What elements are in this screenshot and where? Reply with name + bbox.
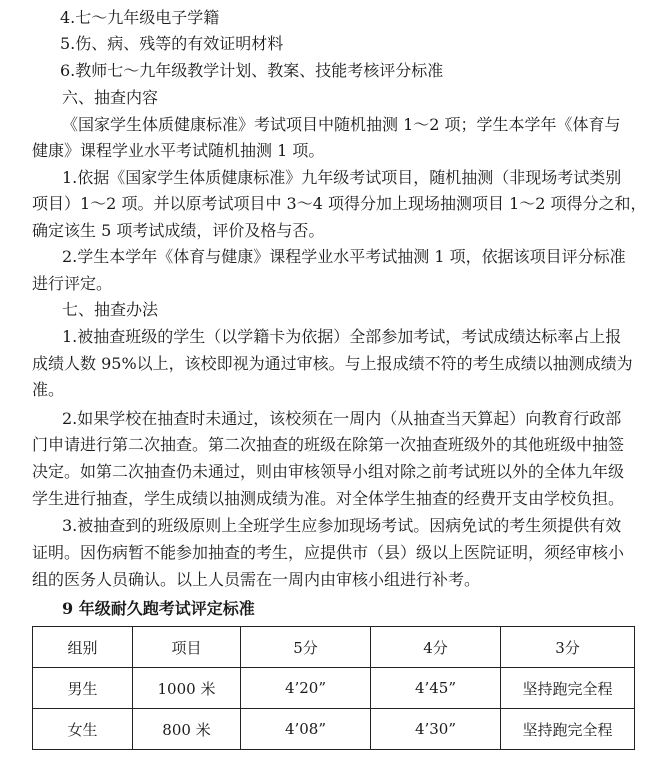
- text-line: 6.教师七～九年级教学计划、教案、技能考核评分标准: [60, 61, 444, 80]
- table-cell: 坚持跑完全程: [501, 668, 635, 709]
- section-heading: 七、抽查办法: [62, 300, 159, 319]
- text-line: 证明。因伤病暂不能参加抽查的考生，应提供市（县）级以上医院证明，须经审核小: [32, 543, 625, 562]
- header-cell: 3分: [501, 627, 635, 668]
- table-cell: 坚持跑完全程: [501, 709, 635, 750]
- table-title: 9 年级耐久跑考试评定标准: [62, 599, 255, 618]
- table-row: [33, 709, 635, 750]
- text-line: 3.被抽查到的班级原则上全班学生应参加现场考试。因病免试的考生须提供有效: [62, 516, 622, 535]
- text-line: 确定该生 5 项考试成绩，评价及格与否。: [32, 221, 325, 240]
- table-row: [33, 668, 635, 709]
- text-line: 决定。如第二次抽查仍未通过，则由审核领导小组对除之前考试班以外的全体九年级: [32, 462, 625, 481]
- table-cell: 4’08”: [241, 709, 371, 750]
- text-line: 1.依据《国家学生体质健康标准》九年级考试项目，随机抽测（非现场考试类别: [62, 168, 622, 187]
- text-line: 健康》课程学业水平考试随机抽测 1 项。: [32, 141, 325, 160]
- header-cell: 项目: [133, 627, 241, 668]
- header-cell: 组别: [33, 627, 133, 668]
- table-cell: 4’20”: [241, 668, 371, 709]
- table-cell: 800 米: [133, 709, 241, 750]
- score-table: [32, 626, 635, 750]
- header-cell: 4分: [371, 627, 501, 668]
- table-cell: 4’30”: [371, 709, 501, 750]
- table-cell: 女生: [33, 709, 133, 750]
- text-line: 2.学生本学年《体育与健康》课程学业水平考试抽测 1 项，依据该项目评分标准: [62, 247, 626, 266]
- table-cell: 男生: [33, 668, 133, 709]
- text-line: 5.伤、病、残等的有效证明材料: [60, 34, 284, 53]
- text-line: 门申请进行第二次抽查。第二次抽查的班级在除第一次抽查班级外的其他班级中抽签: [32, 435, 625, 454]
- text-line: 成绩人数 95%以上，该校即视为通过审核。与上报成绩不符的考生成绩以抽测成绩为: [32, 354, 633, 373]
- text-line: 进行评定。: [32, 274, 113, 293]
- text-line: 《国家学生体质健康标准》考试项目中随机抽测 1～2 项；学生本学年《体育与: [62, 115, 621, 134]
- text-line: 准。: [32, 380, 65, 399]
- table-header-row: [33, 627, 635, 668]
- text-line: 项目）1～2 项。并以原考试项目中 3～4 项得分加上现场抽测项目 1～2 项得分之和，: [32, 194, 647, 213]
- text-line: 4.七～九年级电子学籍: [60, 8, 220, 27]
- text-line: 学生进行抽查，学生成绩以抽测成绩为准。对全体学生抽查的经费开支由学校负担。: [32, 489, 625, 508]
- text-line: 2.如果学校在抽查时未通过，该校须在一周内（从抽查当天算起）向教育行政部: [62, 409, 622, 428]
- header-cell: 5分: [241, 627, 371, 668]
- table-cell: 1000 米: [133, 668, 241, 709]
- table-cell: 4’45”: [371, 668, 501, 709]
- text-line: 组的医务人员确认。以上人员需在一周内由审核小组进行补考。: [32, 570, 481, 589]
- text-line: 1.被抽查班级的学生（以学籍卡为依据）全部参加考试，考试成绩达标率占上报: [62, 327, 622, 346]
- section-heading: 六、抽查内容: [62, 88, 159, 107]
